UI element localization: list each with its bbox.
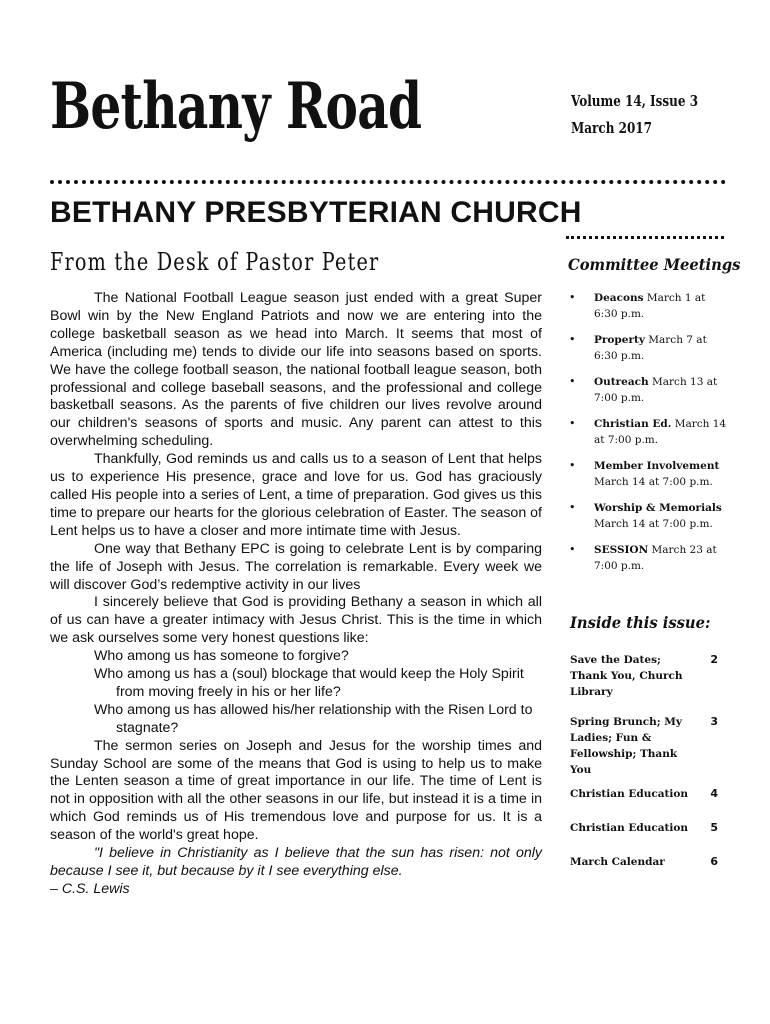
meeting-time: March 1 at 6:30 p.m. <box>594 292 706 320</box>
meeting-time: March 14 at 7:00 p.m. <box>594 518 713 530</box>
issue-info <box>571 88 698 142</box>
meeting-name: Member Involvement <box>594 460 720 472</box>
closing-quote: "I believe in Christianity as I believe that the sun has risen: not only because I see it, but because by it I see everything else. <box>50 845 542 879</box>
meeting-item <box>568 542 728 574</box>
article-paragraph: I sincerely believe that God is providing Bethany a season in which all of us can have a greater intimacy with Jesus Christ. This is the time in which we ask ourselves some very honest questions like: <box>50 594 542 647</box>
meeting-item <box>568 374 728 406</box>
newsletter-title: Bethany Road <box>50 69 422 144</box>
bullet-icon: • <box>569 375 576 388</box>
bullet-icon: • <box>569 501 576 514</box>
meeting-name: Outreach <box>594 376 649 388</box>
meeting-name: Christian Ed. <box>594 418 672 430</box>
toc-title: Christian Education <box>570 822 689 834</box>
meetings-list <box>568 290 728 574</box>
issue-date: March 2017 <box>571 119 652 137</box>
toc-title: March Calendar <box>570 856 665 868</box>
toc-entry <box>570 714 718 778</box>
meeting-item <box>568 332 728 364</box>
bullet-icon: • <box>569 417 576 430</box>
meeting-name: Property <box>594 334 645 346</box>
meeting-name: Deacons <box>594 292 644 304</box>
inside-issue-heading: Inside this issue: <box>570 613 711 632</box>
dotted-divider <box>50 180 726 184</box>
article-paragraph: The National Football League season just ended with a great Super Bowl win by the New England Patriots and now we are entering into the college basketball season as we head into March. It seems that most of America (including me) tends to divide our life into seasons based on sports. We have the college football season, the national football league season, both professional and college baseball seasons, and the professional and college basketball seasons. As the parents of five children our lives revolve around our children's seasons of sports and music. Any parent can attest to this overwhelming scheduling. <box>50 290 542 450</box>
inside-this-issue <box>570 613 718 878</box>
bullet-icon: • <box>569 291 576 304</box>
toc-title: Spring Brunch; My Ladies; Fun & Fellowship; Thank You <box>570 716 683 776</box>
meeting-time: March 14 at 7:00 p.m. <box>594 418 727 446</box>
toc-page: 4 <box>710 787 718 800</box>
meeting-item <box>568 458 728 490</box>
meeting-name: SESSION <box>594 544 649 556</box>
bullet-icon: • <box>569 333 576 346</box>
meeting-time: March 13 at 7:00 p.m. <box>594 376 718 404</box>
article-body <box>50 290 542 899</box>
table-of-contents <box>570 652 718 870</box>
meeting-time: March 7 at 6:30 p.m. <box>594 334 707 362</box>
volume-issue: Volume 14, Issue 3 <box>571 92 699 110</box>
meeting-time: March 14 at 7:00 p.m. <box>594 476 713 488</box>
meeting-item <box>568 416 728 448</box>
toc-page: 3 <box>710 715 718 728</box>
toc-page: 6 <box>710 855 718 868</box>
reflection-question: Who among us has a (soul) blockage that would keep the Holy Spirit from moving freely in his or her life? <box>94 666 524 700</box>
meeting-item <box>568 290 728 322</box>
reflection-question: Who among us has someone to forgive? <box>94 648 349 665</box>
toc-title: Save the Dates; Thank You, Church Library <box>570 654 683 698</box>
article-title: From the Desk of Pastor Peter <box>50 248 380 276</box>
meeting-item <box>568 500 728 532</box>
article-paragraph: Thankfully, God reminds us and calls us to a season of Lent that helps us to experience His presence, grace and love for us. God has graciously called His people into a series of Lent, a time of preparation. God gives us this time to prepare our hearts for the glorious celebration of Easter. The season of Lent helps us to have a closer and more intimate time with Jesus. <box>50 451 542 539</box>
dotted-divider-sidebar <box>566 236 724 239</box>
meeting-time: March 23 at 7:00 p.m. <box>594 544 717 572</box>
bullet-icon: • <box>569 543 576 556</box>
toc-entry <box>570 652 718 700</box>
reflection-question: Who among us has allowed his/her relationship with the Risen Lord to stagnate? <box>94 701 533 736</box>
toc-page: 2 <box>710 653 718 666</box>
article-paragraph: One way that Bethany EPC is going to celebrate Lent is by comparing the life of Joseph with Jesus. The correlation is remarkable. Every week we will discover God’s redemptive activity in our lives <box>50 540 542 593</box>
toc-entry <box>570 854 718 870</box>
quote-author: – C.S. Lewis <box>50 880 130 897</box>
toc-entry <box>570 820 718 836</box>
church-name: BETHANY PRESBYTERIAN CHURCH <box>50 196 582 229</box>
toc-title: Christian Education <box>570 788 689 800</box>
article-paragraph: The sermon series on Joseph and Jesus for the worship times and Sunday School are some of the means that God is using to help us to make the Lenten season a time of great importance in our life. The time of Lent is not in opposition with all the other seasons in our life, but instead it is a time in which God reminds us of His tremendous love and purpose for us. It is a season of the world's great hope. <box>50 737 542 844</box>
toc-entry <box>570 786 718 802</box>
committee-meetings <box>568 255 741 584</box>
toc-page: 5 <box>710 821 718 834</box>
committee-meetings-heading: Committee Meetings <box>568 255 741 274</box>
meeting-name: Worship & Memorials <box>594 502 722 514</box>
bullet-icon: • <box>569 459 576 472</box>
